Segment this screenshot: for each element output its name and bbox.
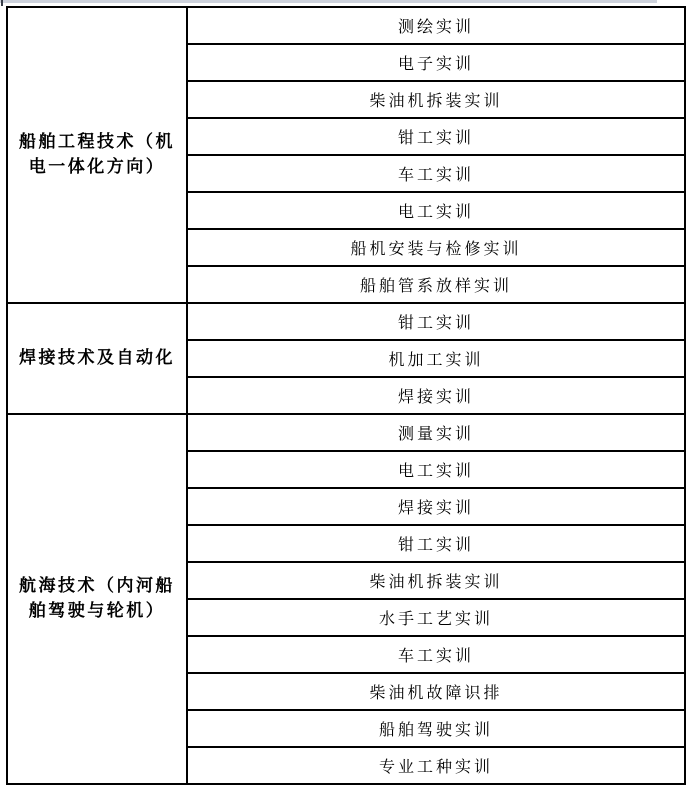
course-cell: 柴油机拆装实训	[187, 81, 685, 118]
course-cell: 测量实训	[187, 414, 685, 451]
program-name-line: 船舶工程技术（机	[19, 132, 175, 152]
course-cell: 船舶管系放样实训	[187, 266, 685, 303]
course-cell: 焊接实训	[187, 488, 685, 525]
course-cell: 车工实训	[187, 636, 685, 673]
course-cell: 车工实训	[187, 155, 685, 192]
course-cell: 钳工实训	[187, 525, 685, 562]
program-training-table	[6, 6, 686, 785]
course-cell: 钳工实训	[187, 118, 685, 155]
course-cell: 电子实训	[187, 44, 685, 81]
program-name-line: 电一体化方向）	[28, 157, 166, 177]
course-cell: 电工实训	[187, 192, 685, 229]
table-row	[7, 303, 685, 340]
course-cell: 柴油机故障识排	[187, 673, 685, 710]
course-cell: 测绘实训	[187, 7, 685, 44]
top-left-edge-artifact-tick	[1, 0, 3, 6]
table-row	[7, 7, 685, 44]
program-cell-group3	[7, 414, 187, 784]
top-edge-artifact-line	[0, 0, 657, 3]
course-cell: 船机安装与检修实训	[187, 229, 685, 266]
program-cell-group1	[7, 7, 187, 303]
course-cell: 钳工实训	[187, 303, 685, 340]
course-cell: 机加工实训	[187, 340, 685, 377]
program-name-line: 航海技术（内河船	[19, 576, 175, 596]
program-name-line: 焊接技术及自动化	[19, 348, 175, 368]
program-cell-group2	[7, 303, 187, 414]
course-cell: 专业工种实训	[187, 747, 685, 784]
table-row	[7, 414, 685, 451]
course-cell: 水手工艺实训	[187, 599, 685, 636]
course-cell: 船舶驾驶实训	[187, 710, 685, 747]
course-cell: 柴油机拆装实训	[187, 562, 685, 599]
program-name-line: 舶驾驶与轮机）	[28, 601, 166, 621]
course-cell: 电工实训	[187, 451, 685, 488]
course-cell: 焊接实训	[187, 377, 685, 414]
